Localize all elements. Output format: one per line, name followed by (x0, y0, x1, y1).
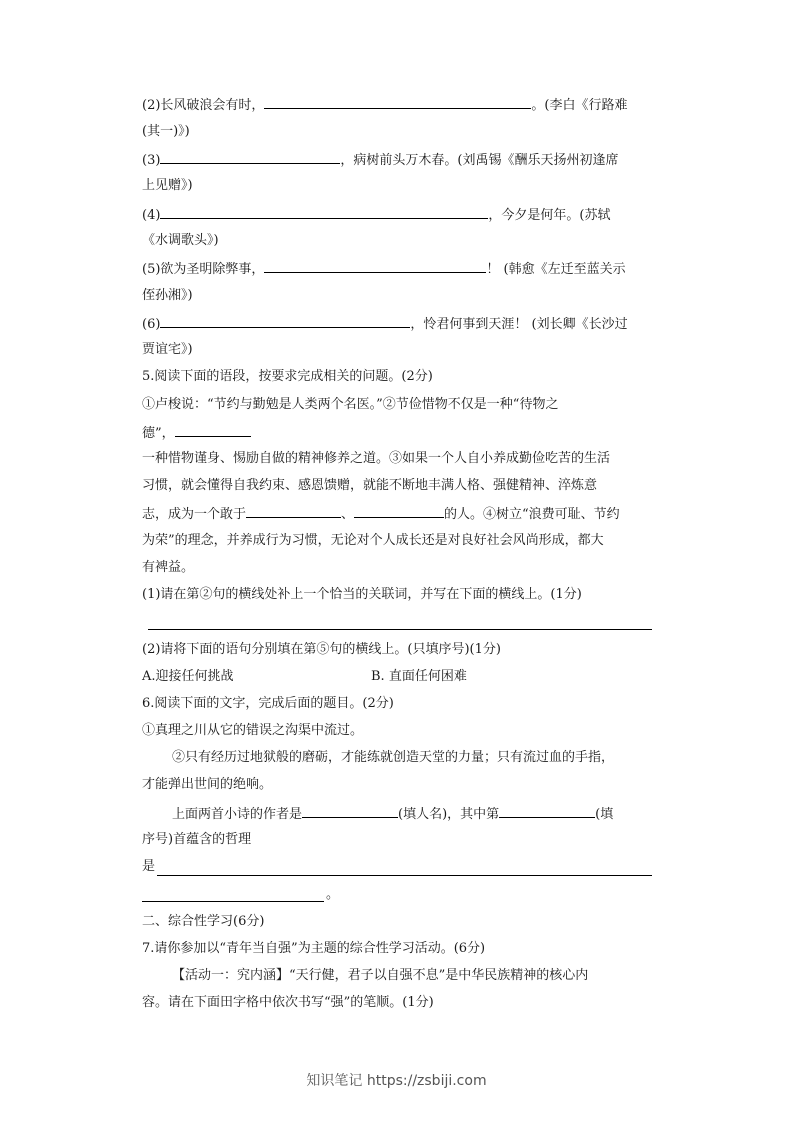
q4-3-suffix: ，病树前头万木春。(刘禹锡《酬乐天扬州初逢席 (340, 153, 619, 168)
q4-6-prefix: (6) (142, 317, 161, 332)
answer-blank[interactable] (160, 206, 488, 219)
q6-poem-1: ①真理之川从它的错误之沟渠中流过。 (142, 723, 364, 738)
q5-option-a: A.迎接任何挑战 (142, 669, 234, 684)
q7-activity-1: 【活动一：究内涵】“天行健，君子以自强不息”是中华民族精神的核心内 (172, 968, 589, 983)
q5-para-text: 德”， (142, 426, 175, 441)
q4-line-4 (142, 206, 611, 224)
q5-para-text: 的人。④树立“浪费可耻、节约 (444, 507, 620, 522)
q6-answer-label: 是 (142, 859, 156, 874)
q4-4-suffix: ，今夕是何年。(苏轼 (488, 208, 611, 223)
q4-line-6 (142, 315, 628, 333)
q4-6-source: 贾谊宅》) (142, 342, 193, 357)
section-title: 二、综合性学习(6分) (142, 914, 265, 929)
q6-question-text: 上面两首小诗的作者是 (172, 807, 303, 822)
q4-5-suffix: ！ (韩愈《左迁至蓝关示 (486, 262, 626, 277)
answer-blank[interactable] (160, 151, 340, 164)
q4-3-prefix: (3) (142, 153, 161, 168)
q6-title: 6.阅读下面的文字，完成后面的题目。(2分) (142, 696, 394, 711)
answer-blank[interactable] (302, 805, 398, 818)
q4-5-source: 侄孙湘》) (142, 288, 193, 303)
q5-para-text: 、 (341, 507, 355, 522)
q4-line-3 (142, 151, 619, 169)
q5-para-line: 为荣”的理念，并养成行为习惯，无论对个人成长还是对良好社会风尚形成，都大 (142, 533, 604, 548)
q6-question-text: (填 (595, 807, 614, 822)
q6-question-text: (填人名)，其中第 (398, 807, 500, 822)
q5-para-text: 志，成为一个敢于 (142, 507, 247, 522)
q5-sub2: (2)请将下面的语句分别填在第⑤句的横线上。(只填序号)(1分) (142, 642, 501, 657)
q4-4-prefix: (4) (142, 208, 161, 223)
q4-2-suffix: 。(李白《行路难 (531, 98, 628, 113)
q6-question-cont: 序号)首蕴含的哲理 (142, 832, 252, 847)
q5-para-line: ①卢梭说：“节约与勤勉是人类两个名医。”②节俭惜物不仅是一种“待物之 (142, 397, 559, 412)
q6-period: 。 (326, 887, 340, 902)
q6-question (172, 805, 613, 823)
q4-line-5 (142, 260, 626, 278)
answer-blank[interactable] (354, 505, 444, 518)
q4-line-2 (142, 96, 628, 114)
q5-title: 5.阅读下面的语段，按要求完成相关的问题。(2分) (142, 369, 433, 384)
q4-4-source: 《水调歌头》) (142, 233, 219, 248)
answer-line[interactable] (142, 901, 324, 902)
q7-activity-1-cont: 容。请在下面田字格中依次书写“强”的笔顺。(1分) (142, 995, 434, 1010)
q6-poem-2-cont: 才能弹出世间的绝响。 (142, 777, 273, 792)
answer-line[interactable] (157, 875, 652, 876)
q5-para-line (142, 505, 620, 523)
q5-para-line: 一种惜物谨身、惕励自做的精神修养之道。③如果一个人自小养成勤俭吃苦的生活 (142, 451, 611, 466)
answer-line[interactable] (148, 629, 652, 630)
answer-blank[interactable] (499, 805, 595, 818)
q5-sub1: (1)请在第②句的横线处补上一个恰当的关联词，并写在下面的横线上。(1分) (142, 587, 582, 602)
answer-blank[interactable] (264, 260, 486, 273)
q5-para-line (142, 424, 251, 442)
q4-3-source: 上见赠》) (142, 178, 193, 193)
q7-title: 7.请你参加以“青年当自强”为主题的综合性学习活动。(6分) (142, 941, 486, 956)
q4-6-suffix: ，怜君何事到天涯！ (刘长卿《长沙过 (410, 317, 628, 332)
answer-blank[interactable] (264, 96, 531, 109)
q6-poem-2: ②只有经历过地狱般的磨砺，才能练就创造天堂的力量；只有流过血的手指， (172, 750, 615, 765)
answer-blank[interactable] (160, 315, 410, 328)
q5-para-line: 有裨益。 (142, 560, 195, 575)
answer-blank[interactable] (246, 505, 341, 518)
footer-watermark: 知识笔记 https://zsbiji.com (306, 1073, 487, 1089)
q4-5-prefix: (5)欲为圣明除弊事， (142, 262, 265, 277)
q4-2-prefix: (2)长风破浪会有时， (142, 98, 265, 113)
q4-2-source: (其一)》) (142, 124, 190, 139)
q5-para-line: 习惯，就会懂得自我约束、感恩馈赠，就能不断地丰满人格、强健精神、淬炼意 (142, 478, 598, 493)
answer-blank[interactable] (175, 424, 251, 437)
q5-option-b: B. 直面任何困难 (371, 669, 467, 684)
